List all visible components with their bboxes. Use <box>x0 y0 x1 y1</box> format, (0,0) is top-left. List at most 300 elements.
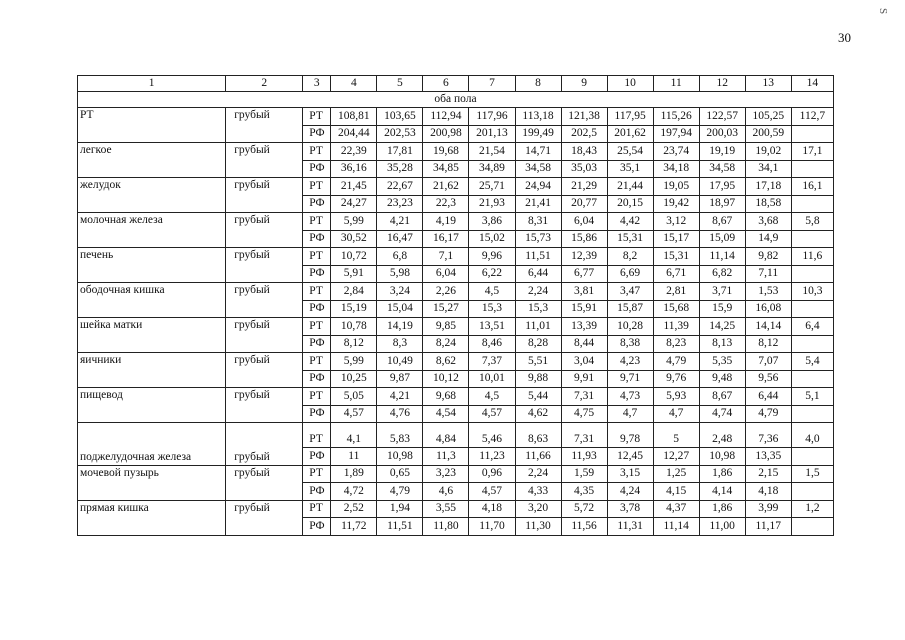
value-cell: 8,13 <box>699 335 745 353</box>
value-cell: 15,3 <box>469 300 515 318</box>
value-cell: 3,20 <box>515 500 561 518</box>
value-cell: 6,04 <box>561 213 607 231</box>
value-cell: 23,23 <box>377 195 423 213</box>
value-cell: 35,28 <box>377 160 423 178</box>
metric-label: РТ <box>303 500 331 518</box>
value-cell: 15,17 <box>653 230 699 248</box>
value-cell: 11,00 <box>699 518 745 536</box>
value-cell: 11,39 <box>653 318 699 336</box>
header-cell: 5 <box>377 76 423 92</box>
last-value-cell: 5,1 <box>791 388 833 406</box>
row-name: печень <box>78 248 226 283</box>
row-type: грубый <box>226 178 303 213</box>
value-cell: 199,49 <box>515 125 561 143</box>
value-cell: 34,58 <box>515 160 561 178</box>
value-cell: 16,17 <box>423 230 469 248</box>
row-type: грубый <box>226 248 303 283</box>
last-value-cell: 16,1 <box>791 178 833 196</box>
value-cell: 117,96 <box>469 108 515 126</box>
value-cell: 4,79 <box>377 483 423 501</box>
value-cell: 113,18 <box>515 108 561 126</box>
value-cell: 4,21 <box>377 388 423 406</box>
value-cell: 0,96 <box>469 465 515 483</box>
header-cell: 11 <box>653 76 699 92</box>
row-type: грубый <box>226 388 303 423</box>
value-cell: 11,51 <box>515 248 561 266</box>
value-cell: 9,56 <box>745 370 791 388</box>
value-cell: 34,1 <box>745 160 791 178</box>
value-cell: 15,9 <box>699 300 745 318</box>
value-cell: 18,43 <box>561 143 607 161</box>
value-cell: 19,05 <box>653 178 699 196</box>
value-cell: 4,14 <box>699 483 745 501</box>
row-type: грубый <box>226 465 303 500</box>
value-cell: 1,25 <box>653 465 699 483</box>
value-cell: 5 <box>653 423 699 448</box>
value-cell: 6,71 <box>653 265 699 283</box>
value-cell: 11,72 <box>331 518 377 536</box>
metric-label: РФ <box>303 230 331 248</box>
last-value-cell: 1,2 <box>791 500 833 518</box>
value-cell: 9,76 <box>653 370 699 388</box>
value-cell: 11,80 <box>423 518 469 536</box>
value-cell: 200,59 <box>745 125 791 143</box>
value-cell: 5,99 <box>331 353 377 371</box>
row-name: легкое <box>78 143 226 178</box>
metric-label: РТ <box>303 213 331 231</box>
value-cell: 202,53 <box>377 125 423 143</box>
value-cell: 11,01 <box>515 318 561 336</box>
value-cell: 4,6 <box>423 483 469 501</box>
value-cell: 4,5 <box>469 283 515 301</box>
value-cell: 1,86 <box>699 465 745 483</box>
header-cell: 8 <box>515 76 561 92</box>
row-type: грубый <box>226 143 303 178</box>
metric-label: РТ <box>303 465 331 483</box>
value-cell: 2,52 <box>331 500 377 518</box>
value-cell: 15,73 <box>515 230 561 248</box>
header-cell: 9 <box>561 76 607 92</box>
last-value-cell: 4,0 <box>791 423 833 448</box>
value-cell: 14,25 <box>699 318 745 336</box>
value-cell: 11,17 <box>745 518 791 536</box>
value-cell: 4,75 <box>561 405 607 423</box>
table-row <box>78 143 834 161</box>
value-cell: 2,15 <box>745 465 791 483</box>
value-cell: 5,93 <box>653 388 699 406</box>
value-cell: 15,31 <box>607 230 653 248</box>
metric-label: РФ <box>303 335 331 353</box>
subheader-cell: оба пола <box>78 92 834 108</box>
value-cell: 1,94 <box>377 500 423 518</box>
value-cell: 4,73 <box>607 388 653 406</box>
value-cell: 10,01 <box>469 370 515 388</box>
value-cell: 8,44 <box>561 335 607 353</box>
value-cell: 12,27 <box>653 448 699 466</box>
value-cell: 5,98 <box>377 265 423 283</box>
value-cell: 3,24 <box>377 283 423 301</box>
value-cell: 117,95 <box>607 108 653 126</box>
table-body <box>78 76 834 536</box>
value-cell: 5,51 <box>515 353 561 371</box>
value-cell: 1,89 <box>331 465 377 483</box>
value-cell: 8,12 <box>331 335 377 353</box>
value-cell: 9,87 <box>377 370 423 388</box>
row-name: шейка матки <box>78 318 226 353</box>
metric-label: РФ <box>303 160 331 178</box>
value-cell: 15,19 <box>331 300 377 318</box>
metric-label: РФ <box>303 405 331 423</box>
value-cell: 21,62 <box>423 178 469 196</box>
value-cell: 7,07 <box>745 353 791 371</box>
value-cell: 3,78 <box>607 500 653 518</box>
header-cell: 4 <box>331 76 377 92</box>
value-cell: 36,16 <box>331 160 377 178</box>
value-cell: 2,84 <box>331 283 377 301</box>
value-cell: 4,72 <box>331 483 377 501</box>
value-cell: 7,31 <box>561 388 607 406</box>
value-cell: 7,11 <box>745 265 791 283</box>
value-cell: 11,66 <box>515 448 561 466</box>
last-value-cell: 11,6 <box>791 248 833 266</box>
value-cell: 8,67 <box>699 388 745 406</box>
value-cell: 2,24 <box>515 283 561 301</box>
value-cell: 4,5 <box>469 388 515 406</box>
empty-cell <box>791 335 833 353</box>
header-cell: 6 <box>423 76 469 92</box>
value-cell: 17,95 <box>699 178 745 196</box>
value-cell: 16,08 <box>745 300 791 318</box>
value-cell: 8,2 <box>607 248 653 266</box>
value-cell: 4,33 <box>515 483 561 501</box>
table-row <box>78 213 834 231</box>
empty-cell <box>791 125 833 143</box>
value-cell: 9,96 <box>469 248 515 266</box>
row-name: РТ <box>78 108 226 143</box>
value-cell: 7,31 <box>561 423 607 448</box>
table-row <box>78 388 834 406</box>
value-cell: 200,98 <box>423 125 469 143</box>
value-cell: 1,59 <box>561 465 607 483</box>
empty-cell <box>791 405 833 423</box>
row-name: ободочная кишка <box>78 283 226 318</box>
value-cell: 17,18 <box>745 178 791 196</box>
empty-cell <box>791 265 833 283</box>
row-name: пищевод <box>78 388 226 423</box>
value-cell: 16,47 <box>377 230 423 248</box>
value-cell: 11,3 <box>423 448 469 466</box>
metric-label: РТ <box>303 423 331 448</box>
value-cell: 1,86 <box>699 500 745 518</box>
metric-label: РФ <box>303 125 331 143</box>
value-cell: 15,68 <box>653 300 699 318</box>
value-cell: 15,86 <box>561 230 607 248</box>
row-type: грубый <box>226 283 303 318</box>
value-cell: 2,48 <box>699 423 745 448</box>
value-cell: 4,57 <box>331 405 377 423</box>
value-cell: 12,45 <box>607 448 653 466</box>
page-number: 30 <box>838 30 851 45</box>
value-cell: 10,25 <box>331 370 377 388</box>
value-cell: 14,14 <box>745 318 791 336</box>
value-cell: 201,62 <box>607 125 653 143</box>
value-cell: 21,54 <box>469 143 515 161</box>
row-type: грубый <box>226 108 303 143</box>
value-cell: 6,77 <box>561 265 607 283</box>
value-cell: 4,42 <box>607 213 653 231</box>
value-cell: 5,35 <box>699 353 745 371</box>
value-cell: 6,04 <box>423 265 469 283</box>
value-cell: 197,94 <box>653 125 699 143</box>
value-cell: 6,44 <box>745 388 791 406</box>
value-cell: 10,98 <box>377 448 423 466</box>
value-cell: 200,03 <box>699 125 745 143</box>
value-cell: 22,3 <box>423 195 469 213</box>
value-cell: 9,48 <box>699 370 745 388</box>
corner-mark: S <box>877 7 890 15</box>
table-row <box>78 353 834 371</box>
table-row <box>78 500 834 518</box>
value-cell: 34,89 <box>469 160 515 178</box>
row-type: грубый <box>226 213 303 248</box>
value-cell: 15,3 <box>515 300 561 318</box>
value-cell: 8,46 <box>469 335 515 353</box>
value-cell: 13,39 <box>561 318 607 336</box>
empty-cell <box>791 448 833 466</box>
value-cell: 10,78 <box>331 318 377 336</box>
data-table <box>77 75 834 536</box>
value-cell: 35,03 <box>561 160 607 178</box>
value-cell: 34,18 <box>653 160 699 178</box>
value-cell: 4,1 <box>331 423 377 448</box>
value-cell: 14,71 <box>515 143 561 161</box>
value-cell: 122,57 <box>699 108 745 126</box>
value-cell: 3,71 <box>699 283 745 301</box>
header-cell: 2 <box>226 76 303 92</box>
metric-label: РТ <box>303 283 331 301</box>
value-cell: 3,47 <box>607 283 653 301</box>
value-cell: 4,24 <box>607 483 653 501</box>
value-cell: 8,67 <box>699 213 745 231</box>
empty-cell <box>791 160 833 178</box>
value-cell: 3,86 <box>469 213 515 231</box>
value-cell: 9,78 <box>607 423 653 448</box>
row-name: желудок <box>78 178 226 213</box>
header-cell: 14 <box>791 76 833 92</box>
value-cell: 22,39 <box>331 143 377 161</box>
empty-cell <box>791 483 833 501</box>
value-cell: 25,71 <box>469 178 515 196</box>
metric-label: РФ <box>303 518 331 536</box>
value-cell: 0,65 <box>377 465 423 483</box>
value-cell: 8,24 <box>423 335 469 353</box>
metric-label: РТ <box>303 108 331 126</box>
last-value-cell: 112,7 <box>791 108 833 126</box>
table-row <box>78 283 834 301</box>
value-cell: 18,58 <box>745 195 791 213</box>
value-cell: 4,37 <box>653 500 699 518</box>
value-cell: 7,36 <box>745 423 791 448</box>
header-cell: 1 <box>78 76 226 92</box>
value-cell: 5,72 <box>561 500 607 518</box>
value-cell: 11,56 <box>561 518 607 536</box>
empty-cell <box>791 518 833 536</box>
table-row <box>78 108 834 126</box>
header-row <box>78 76 834 92</box>
value-cell: 21,44 <box>607 178 653 196</box>
value-cell: 4,74 <box>699 405 745 423</box>
value-cell: 19,42 <box>653 195 699 213</box>
value-cell: 14,19 <box>377 318 423 336</box>
value-cell: 10,49 <box>377 353 423 371</box>
value-cell: 4,84 <box>423 423 469 448</box>
value-cell: 19,68 <box>423 143 469 161</box>
last-value-cell: 10,3 <box>791 283 833 301</box>
row-name: яичники <box>78 353 226 388</box>
value-cell: 15,09 <box>699 230 745 248</box>
header-cell: 13 <box>745 76 791 92</box>
value-cell: 4,57 <box>469 405 515 423</box>
value-cell: 4,57 <box>469 483 515 501</box>
value-cell: 25,54 <box>607 143 653 161</box>
value-cell: 3,04 <box>561 353 607 371</box>
value-cell: 11,70 <box>469 518 515 536</box>
row-type: грубый <box>226 500 303 535</box>
value-cell: 11,14 <box>699 248 745 266</box>
value-cell: 15,87 <box>607 300 653 318</box>
value-cell: 13,35 <box>745 448 791 466</box>
table-row <box>78 318 834 336</box>
value-cell: 19,19 <box>699 143 745 161</box>
value-cell: 11 <box>331 448 377 466</box>
value-cell: 6,44 <box>515 265 561 283</box>
value-cell: 15,02 <box>469 230 515 248</box>
value-cell: 4,18 <box>745 483 791 501</box>
value-cell: 4,19 <box>423 213 469 231</box>
value-cell: 3,55 <box>423 500 469 518</box>
value-cell: 15,31 <box>653 248 699 266</box>
value-cell: 11,93 <box>561 448 607 466</box>
value-cell: 9,91 <box>561 370 607 388</box>
value-cell: 20,15 <box>607 195 653 213</box>
value-cell: 10,72 <box>331 248 377 266</box>
metric-label: РТ <box>303 388 331 406</box>
value-cell: 6,8 <box>377 248 423 266</box>
row-type: грубый <box>226 318 303 353</box>
metric-label: РТ <box>303 248 331 266</box>
value-cell: 4,76 <box>377 405 423 423</box>
value-cell: 6,82 <box>699 265 745 283</box>
value-cell: 9,71 <box>607 370 653 388</box>
value-cell: 11,51 <box>377 518 423 536</box>
header-cell: 7 <box>469 76 515 92</box>
table-row <box>78 423 834 448</box>
value-cell: 10,98 <box>699 448 745 466</box>
subheader-row <box>78 92 834 108</box>
value-cell: 4,7 <box>653 405 699 423</box>
value-cell: 11,31 <box>607 518 653 536</box>
metric-label: РФ <box>303 265 331 283</box>
value-cell: 4,79 <box>653 353 699 371</box>
value-cell: 3,12 <box>653 213 699 231</box>
header-cell: 10 <box>607 76 653 92</box>
value-cell: 4,21 <box>377 213 423 231</box>
header-cell: 12 <box>699 76 745 92</box>
value-cell: 13,51 <box>469 318 515 336</box>
value-cell: 8,38 <box>607 335 653 353</box>
value-cell: 6,22 <box>469 265 515 283</box>
value-cell: 15,04 <box>377 300 423 318</box>
empty-cell <box>791 370 833 388</box>
value-cell: 10,28 <box>607 318 653 336</box>
value-cell: 34,85 <box>423 160 469 178</box>
value-cell: 2,26 <box>423 283 469 301</box>
value-cell: 112,94 <box>423 108 469 126</box>
row-name: поджелудочная железа <box>78 423 226 466</box>
value-cell: 35,1 <box>607 160 653 178</box>
metric-label: РФ <box>303 195 331 213</box>
row-name: прямая кишка <box>78 500 226 535</box>
value-cell: 3,81 <box>561 283 607 301</box>
value-cell: 201,13 <box>469 125 515 143</box>
metric-label: РФ <box>303 448 331 466</box>
last-value-cell: 5,4 <box>791 353 833 371</box>
value-cell: 5,44 <box>515 388 561 406</box>
value-cell: 8,31 <box>515 213 561 231</box>
value-cell: 1,53 <box>745 283 791 301</box>
value-cell: 202,5 <box>561 125 607 143</box>
value-cell: 8,28 <box>515 335 561 353</box>
value-cell: 4,54 <box>423 405 469 423</box>
value-cell: 3,23 <box>423 465 469 483</box>
value-cell: 105,25 <box>745 108 791 126</box>
value-cell: 108,81 <box>331 108 377 126</box>
value-cell: 3,99 <box>745 500 791 518</box>
value-cell: 18,97 <box>699 195 745 213</box>
last-value-cell: 6,4 <box>791 318 833 336</box>
value-cell: 9,68 <box>423 388 469 406</box>
value-cell: 11,14 <box>653 518 699 536</box>
table-row <box>78 465 834 483</box>
value-cell: 24,94 <box>515 178 561 196</box>
metric-label: РТ <box>303 318 331 336</box>
value-cell: 4,23 <box>607 353 653 371</box>
header-cell: 3 <box>303 76 331 92</box>
metric-label: РТ <box>303 143 331 161</box>
value-cell: 21,93 <box>469 195 515 213</box>
value-cell: 17,81 <box>377 143 423 161</box>
value-cell: 4,7 <box>607 405 653 423</box>
value-cell: 15,91 <box>561 300 607 318</box>
metric-label: РТ <box>303 353 331 371</box>
value-cell: 6,69 <box>607 265 653 283</box>
value-cell: 204,44 <box>331 125 377 143</box>
value-cell: 5,99 <box>331 213 377 231</box>
value-cell: 22,67 <box>377 178 423 196</box>
empty-cell <box>791 195 833 213</box>
value-cell: 21,29 <box>561 178 607 196</box>
metric-label: РФ <box>303 483 331 501</box>
value-cell: 30,52 <box>331 230 377 248</box>
value-cell: 24,27 <box>331 195 377 213</box>
value-cell: 8,12 <box>745 335 791 353</box>
value-cell: 5,83 <box>377 423 423 448</box>
value-cell: 4,79 <box>745 405 791 423</box>
value-cell: 8,62 <box>423 353 469 371</box>
value-cell: 21,41 <box>515 195 561 213</box>
value-cell: 5,91 <box>331 265 377 283</box>
value-cell: 4,62 <box>515 405 561 423</box>
